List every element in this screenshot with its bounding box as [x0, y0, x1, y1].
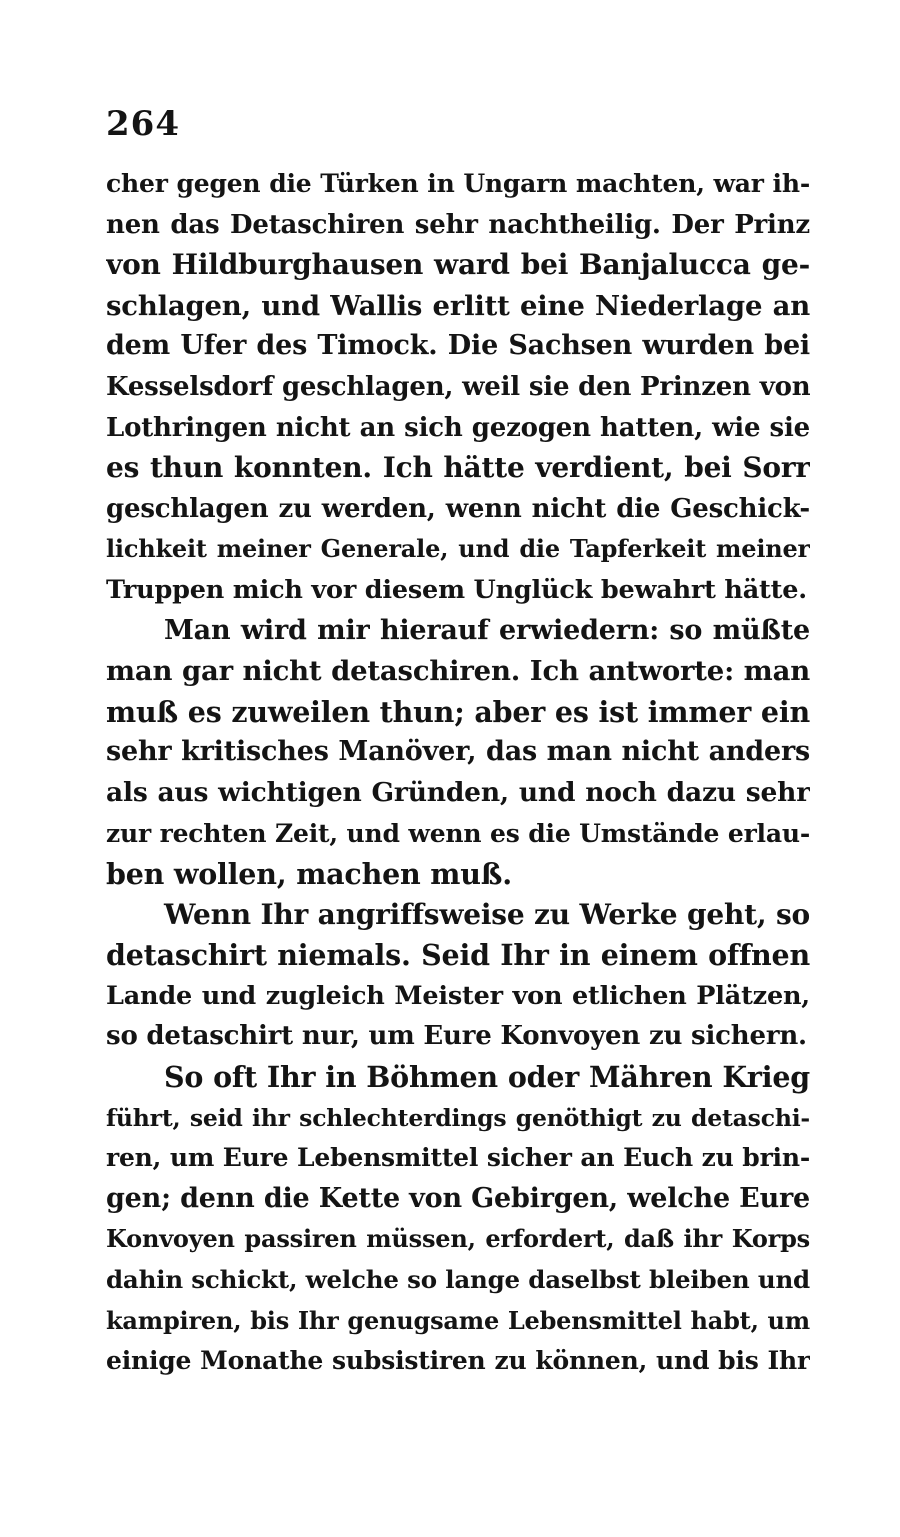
- text-line: es thun konnten. Ich hätte verdient, bei Sorr: [106, 451, 810, 485]
- text-line: Lande und zugleich Meister von etlichen Plätzen,: [106, 980, 810, 1011]
- text-line: Lothringen nicht an sich gezogen hatten, wie sie: [106, 412, 810, 443]
- text-line: Man wird mir hierauf erwiedern: so müßte: [164, 614, 810, 646]
- text-line: ren, um Eure Lebensmittel sicher an Euch zu brin-: [106, 1143, 810, 1173]
- text-line: gen; denn die Kette von Gebirgen, welche Eure: [106, 1182, 810, 1214]
- page-number: 264: [106, 104, 180, 144]
- text-line: man gar nicht detaschiren. Ich antworte: man: [106, 655, 810, 688]
- text-line: muß es zuweilen thun; aber es ist immer ein: [106, 694, 810, 729]
- text-line: ben wollen, machen muß.: [106, 857, 512, 892]
- text-line: dem Ufer des Timock. Die Sachsen wurden bei: [106, 330, 810, 362]
- text-line: Truppen mich vor diesem Unglück bewahrt hätte.: [106, 574, 807, 605]
- text-line: Wenn Ihr angriffsweise zu Werke geht, so: [164, 897, 810, 931]
- text-line: So oft Ihr in Böhmen oder Mähren Krieg: [164, 1060, 810, 1095]
- text-line: lichkeit meiner Generale, und die Tapferkeit meiner: [106, 534, 810, 564]
- text-line: einige Monathe subsistiren zu können, und bis Ihr: [106, 1346, 810, 1376]
- text-line: führt, seid ihr schlechterdings genöthigt zu detaschi-: [106, 1103, 810, 1132]
- text-line: zur rechten Zeit, und wenn es die Umstände erlau-: [106, 818, 810, 848]
- text-line: cher gegen die Türken in Ungarn machten, war ih-: [106, 169, 810, 198]
- body-text: [106, 164, 810, 1382]
- text-line: Konvoyen passiren müssen, erfordert, daß ihr Korps: [106, 1224, 810, 1254]
- text-line: geschlagen zu werden, wenn nicht die Geschick-: [106, 493, 810, 524]
- text-line: Kesselsdorf geschlagen, weil sie den Prinzen von: [106, 371, 810, 402]
- text-line: von Hildburghausen ward bei Banjalucca ge-: [106, 248, 810, 282]
- text-line: nen das Detaschiren sehr nachtheilig. Der Prinz: [106, 209, 810, 240]
- text-line: so detaschirt nur, um Eure Konvoyen zu sichern.: [106, 1021, 807, 1052]
- text-line: dahin schickt, welche so lange daselbst bleiben und: [106, 1265, 810, 1295]
- text-line: als aus wichtigen Gründen, und noch dazu sehr: [106, 776, 810, 808]
- text-line: sehr kritisches Manöver, das man nicht anders: [106, 736, 810, 768]
- text-line: detaschirt niemals. Seid Ihr in einem offnen: [106, 938, 810, 973]
- text-line: kampiren, bis Ihr genugsame Lebensmittel habt, um: [106, 1305, 810, 1335]
- text-line: schlagen, und Wallis erlitt eine Niederlage an: [106, 289, 810, 322]
